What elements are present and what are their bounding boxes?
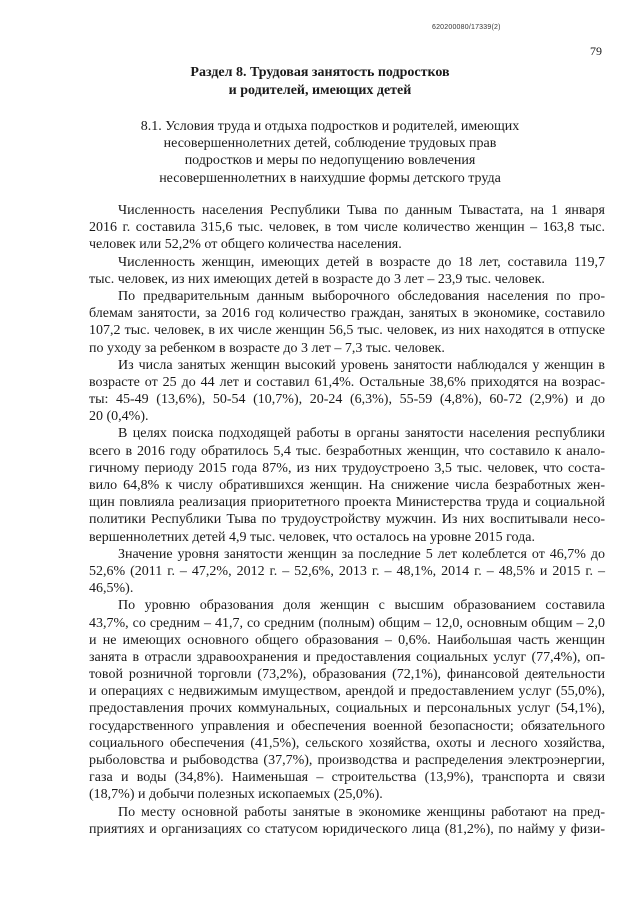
text-line: приятиях и организациях со статусом юридического лица (81,2%), по найму у физи- — [89, 821, 605, 837]
text-line: тыс. человек, из них имеющих детей в возрасте до 3 лет – 23,9 тыс. человек. — [89, 271, 545, 287]
section-title-line: и родителей, имеющих детей — [228, 83, 412, 98]
text-line: вило 64,8% к числу обратившихся женщин. На снижение числа безработных жен- — [89, 478, 605, 493]
text-line: 43,7%, со средним – 41,7, со средним (полным) общим – 12,0, основным общим – 2,0 — [89, 615, 605, 631]
document-id: 620200080/17339(2) — [432, 24, 501, 31]
text-line: Из числа занятых женщин высокий уровень занятости наблюдался у женщин в — [118, 357, 605, 373]
text-line: Значение уровня занятости женщин за последние 5 лет колеблется от 46,7% до — [118, 546, 605, 562]
text-line: блемам занятости, за 2016 год количество граждан, занятых в экономике, составило — [89, 306, 605, 322]
text-line: возрасте от 25 до 44 лет и составил 61,4%. Остальные 38,6% приходятся на возрас- — [89, 374, 605, 390]
body-text — [89, 202, 605, 838]
text-line: и не имеющих основного общего образования – 0,6%. Наибольшая часть женщин — [89, 632, 605, 648]
text-line: рыболовства и рыбоводства (37,7%), производства и распределения электроэнергии, — [89, 753, 605, 768]
text-line: 20 (0,4%). — [89, 409, 149, 425]
text-line: (18,7%) и добычи полезных ископаемых (25,0%). — [89, 787, 383, 803]
subsection-title-line: несовершеннолетних детей, соблюдение трудовых прав — [163, 136, 497, 152]
text-line: 107,2 тыс. человек, в их числе женщин 56,5 тыс. человек, из них находятся в отпуске — [89, 323, 605, 339]
text-line: человек или 52,2% от общего количества населения. — [89, 237, 402, 253]
text-line: вершеннолетних детей 4,9 тыс. человек, что осталось на уровне 2015 года. — [89, 529, 535, 545]
section-title — [150, 64, 490, 100]
subsection-title-line: 8.1. Условия труда и отдыха подростков и родителей, имеющих — [140, 119, 520, 134]
text-line: По месту основной работы занятые в экономике женщины работают на пред- — [118, 804, 605, 820]
section-title-line: Раздел 8. Трудовая занятость подростков — [190, 65, 450, 80]
text-line: по уходу за ребенком в возрасте до 3 лет – 7,3 тыс. человек. — [89, 340, 445, 356]
text-line: государственного управления и обеспечения военной безопасности; обязательного — [89, 718, 605, 734]
text-line: По уровню образования доля женщин с высшим образованием составила — [118, 598, 605, 614]
text-line: всего в 2016 году обратилось 5,4 тыс. безработных женщин, что составило к анало- — [89, 443, 605, 459]
text-line: 46,5%). — [89, 581, 134, 597]
text-line: газа и воды (34,8%). Наименьшая – строительства (13,9%), транспорта и связи — [89, 770, 605, 786]
subsection-title-line: подростков и меры по недопущению вовлечения — [184, 153, 476, 169]
text-line: щин повлияла реализация приоритетного проекта Министерства труда и социальной — [89, 495, 605, 511]
text-line: Численность женщин, имеющих детей в возрасте до 18 лет, составила 119,7 — [118, 254, 605, 270]
text-line: По предварительным данным выборочного обследования населения по про- — [118, 288, 605, 304]
text-line: ты: 45-49 (13,6%), 50-54 (10,7%), 20-24 (6,3%), 55-59 (4,8%), 60-72 (2,9%) и до — [89, 392, 605, 408]
text-line: и операциях с недвижимым имуществом, арендой и предоставлением услуг (55,0%), — [89, 684, 605, 700]
subsection-title-line: несовершеннолетних в наихудшие формы детского труда — [159, 170, 501, 186]
text-line: политики Республики Тыва по трудоустройству мужчин. Из них воспитывали несо- — [89, 512, 605, 528]
text-line: гичному периоду 2015 года 87%, из них трудоустроено 3,5 тыс. человек, что соста- — [89, 460, 605, 476]
text-line: 2016 г. составила 315,6 тыс. человек, в том числе количество женщин – 163,8 тыс. — [89, 220, 605, 236]
page-number: 79 — [590, 44, 602, 58]
text-line: Численность населения Республики Тыва по данным Тывастата, на 1 января — [118, 203, 605, 218]
text-line: В целях поиска подходящей работы в органы занятости населения республики — [118, 426, 605, 442]
text-line: занята в отрасли здравоохранения и предоставления социальных услуг (77,4%), оп- — [89, 649, 605, 665]
text-line: 52,6% (2011 г. – 47,2%, 2012 г. – 52,6%, 2013 г. – 48,1%, 2014 г. – 48,5% и 2015 г. – — [89, 563, 605, 579]
text-line: товой розничной торговли (73,2%), образования (72,1%), финансовой деятельности — [89, 667, 605, 683]
text-line: социального обеспечения (41,5%), сельского хозяйства, охоты и лесного хозяйства, — [89, 735, 605, 751]
text-line: предоставления прочих коммунальных, социальных и персональных услуг (54,1%), — [89, 701, 605, 717]
subsection-title — [130, 118, 530, 187]
